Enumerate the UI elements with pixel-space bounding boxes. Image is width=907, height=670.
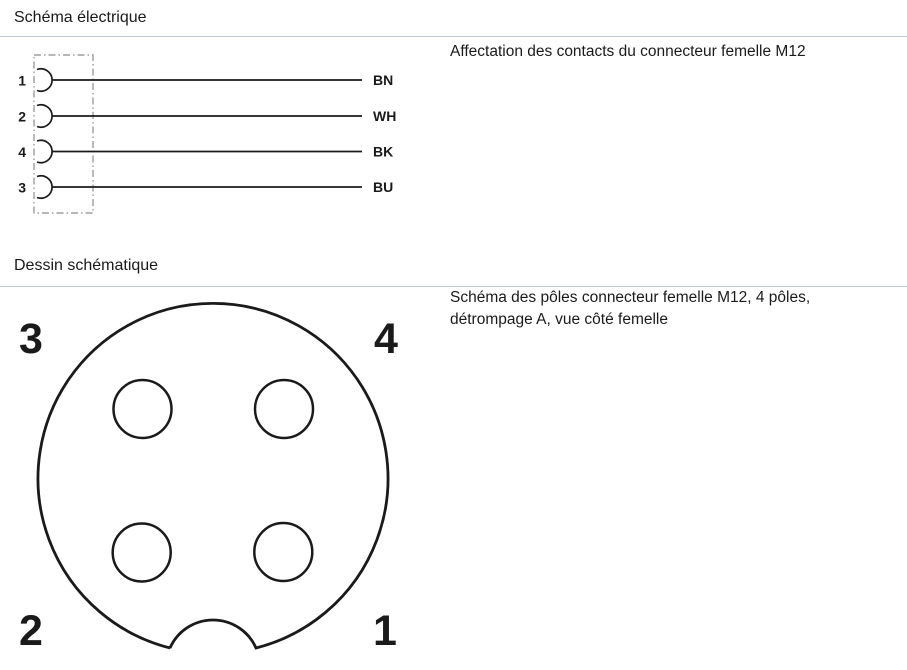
wire-color-label: BK: [373, 143, 394, 160]
wire-row: [18, 69, 393, 91]
pin-number-label: 4: [18, 144, 26, 160]
pin-contact-arc: [37, 140, 52, 162]
pole-number-label: 4: [374, 315, 398, 363]
pin-number-label: 3: [18, 179, 26, 196]
pin-hole: [113, 524, 171, 582]
pole-number-label: 2: [19, 607, 43, 655]
pole-number-label: 1: [373, 607, 397, 655]
pin-contact-arc: [37, 105, 52, 127]
wire-color-label: WH: [373, 108, 397, 124]
pin-contact-arc: [37, 69, 52, 91]
section-divider: [0, 36, 907, 37]
caption-drawing: Schéma des pôles connecteur femelle M12, 4 pôles, détrompage A, vue côté femelle: [450, 289, 811, 328]
wire-row: [18, 140, 393, 162]
section-heading-electrical-schematic: Schéma électrique: [14, 9, 147, 26]
pin-hole: [255, 380, 313, 438]
pin-number-label: 2: [18, 108, 26, 125]
pole-number-label: 3: [19, 315, 43, 363]
connector-boundary-dashed-box: [34, 55, 93, 213]
pin-number-label: 1: [18, 72, 26, 89]
section-heading-schematic-drawing: Dessin schématique: [14, 257, 159, 274]
pin-contact-arc: [37, 176, 52, 198]
pin-hole: [114, 380, 172, 438]
wire-row: [18, 176, 393, 198]
wire-color-label: BN: [373, 72, 394, 88]
connector-body-outline: [38, 303, 388, 648]
wire-row: [18, 105, 396, 127]
wiring-diagram: [0, 40, 440, 240]
wire-color-label: BU: [373, 179, 394, 195]
caption-electrical: Affectation des contacts du connecteur femelle M12: [450, 43, 806, 60]
pin-hole: [254, 523, 312, 581]
connector-face-drawing: [0, 290, 440, 670]
